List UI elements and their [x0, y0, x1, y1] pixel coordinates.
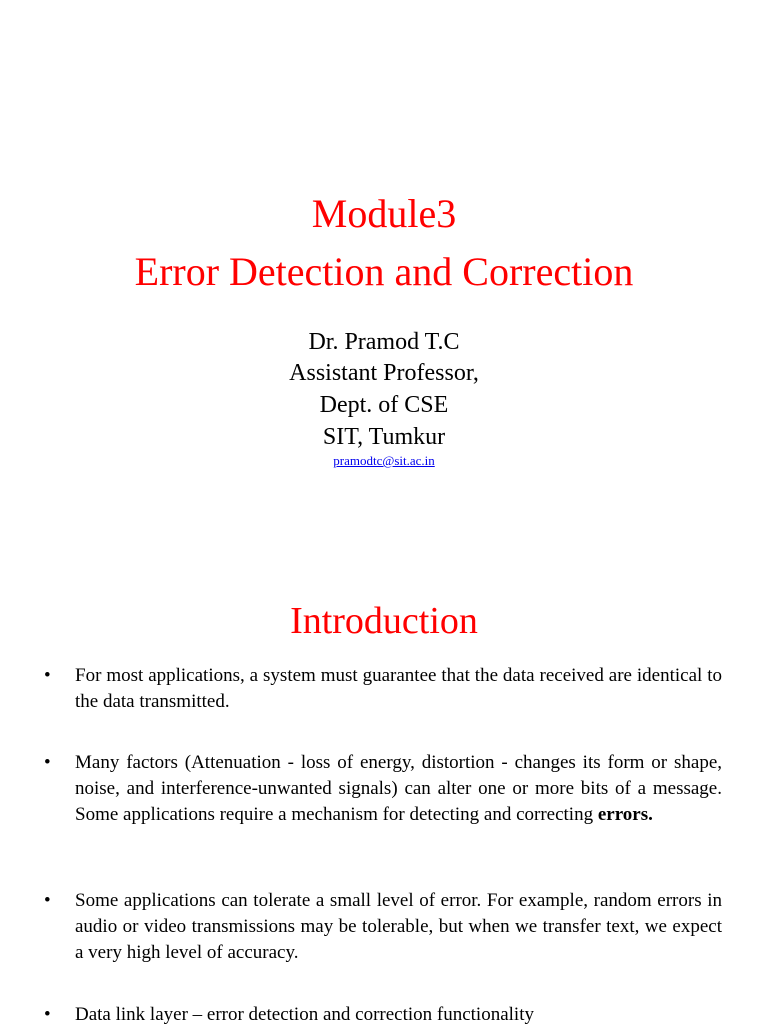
author-email-link[interactable]: pramodtc@sit.ac.in: [333, 453, 435, 468]
bullet-text: Some applications can tolerate a small level of error. For example, random errors in audio or video transmissions may be tolerable, but when we transfer text, we expect a very high level of accuracy.: [75, 890, 722, 963]
bullet-text-emphasis: errors.: [597, 804, 653, 825]
author-email-line: [0, 452, 768, 470]
bullet-icon: •: [44, 1004, 51, 1025]
author-role: Assistant Professor,: [289, 360, 479, 386]
author-department: Dept. of CSE: [319, 392, 449, 418]
author-institute: SIT, Tumkur: [322, 424, 446, 450]
bullet-icon: •: [44, 665, 51, 686]
bullet-text: For most applications, a system must guarantee that the data received are identical to the data transmitted.: [75, 665, 722, 712]
bullet-text: [75, 750, 722, 828]
bullet-icon: •: [44, 890, 51, 911]
bullet-icon: •: [44, 752, 51, 773]
bullet-text: Data link layer – error detection and correction functionality: [75, 1004, 534, 1025]
section-heading: Introduction: [290, 600, 478, 642]
author-name: Dr. Pramod T.C: [308, 329, 460, 355]
bullet-text-body: Many factors (Attenuation - loss of energy, distortion - changes its form or shape, noise, and interference-unwanted signals) can alter one or more bits of a message. Some applications require a mechanism for detecting and correcting: [75, 752, 722, 825]
subject-title: Error Detection and Correction: [134, 249, 634, 294]
module-title: Module3: [311, 191, 457, 236]
